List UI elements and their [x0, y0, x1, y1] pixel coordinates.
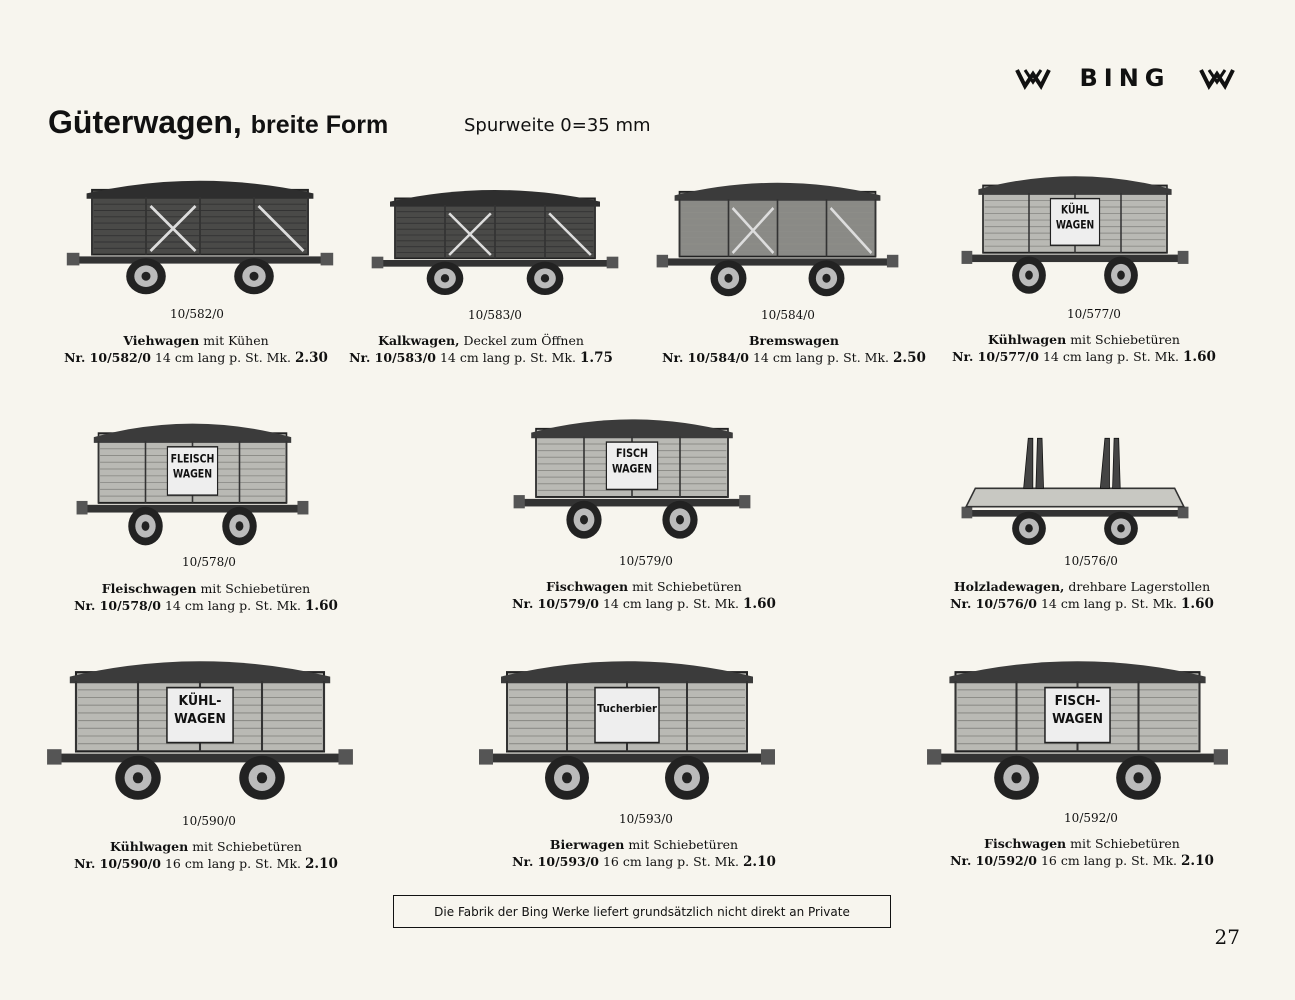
wagon-price: 1.60 [742, 596, 776, 612]
wagon-illustration [45, 648, 355, 813]
marking-panel [595, 688, 659, 743]
wagon-price: 2.10 [1180, 853, 1214, 869]
wagon-roof [675, 183, 881, 201]
wagon-roof [978, 176, 1171, 195]
wagon-caption [634, 332, 954, 367]
buffer-right-icon [1178, 507, 1189, 519]
wagon-name: Fischwagen [984, 836, 1067, 851]
wagon-description: mit Kühen [203, 333, 269, 348]
wagon-caption [46, 580, 366, 615]
wagon-number: Nr. 10/592/0 [950, 853, 1037, 868]
wagon-caption [922, 835, 1242, 870]
wagon-description: Deckel zum Öffnen [463, 333, 584, 348]
notice-text: Die Fabrik der Bing Werke liefert grundsätzlich nicht direkt an Private [434, 904, 850, 919]
wagon-price: 1.60 [1180, 596, 1214, 612]
wagon-caption [36, 332, 356, 367]
buffer-left-icon [962, 251, 973, 264]
buffer-right-icon [321, 253, 334, 266]
wagon-description: mit Schiebetüren [632, 579, 742, 594]
wagon-roof [390, 190, 600, 207]
wagon-code: 10/579/0 [619, 554, 673, 568]
brand-header [1015, 60, 1235, 96]
buffer-left-icon [67, 253, 80, 266]
wagon-code: 10/576/0 [1064, 554, 1118, 568]
wagon-number: Nr. 10/584/0 [662, 350, 749, 365]
wagon-number: Nr. 10/590/0 [74, 856, 161, 871]
chassis-beam [84, 505, 300, 513]
wagon-spec: 14 cm lang p. St. Mk. [154, 350, 291, 365]
wagon-price-line [922, 852, 1242, 870]
wagon-illustration [960, 165, 1190, 305]
wagon-code: 10/577/0 [1067, 307, 1121, 321]
wagon-roof [87, 181, 314, 199]
wagon-price-line [634, 349, 954, 367]
wagon-illustration [960, 430, 1190, 555]
chassis-beam [522, 499, 743, 507]
marking-text: KÜHL [1061, 203, 1089, 217]
buffer-left-icon [962, 507, 973, 519]
wagon-price: 2.50 [892, 350, 926, 366]
marking-text: WAGEN [172, 467, 213, 482]
wagon-roof [70, 661, 330, 683]
wagon-spec: 14 cm lang p. St. Mk. [1040, 596, 1177, 611]
wagon-price-line [484, 853, 804, 871]
notice-box [393, 895, 891, 928]
wagon-code: 10/582/0 [170, 307, 224, 321]
wagon-price: 2.10 [742, 854, 776, 870]
buffer-left-icon [479, 749, 493, 764]
marking-text: WAGEN [174, 711, 226, 727]
buffer-left-icon [927, 749, 941, 764]
wagon-price: 2.30 [294, 350, 328, 366]
wagon-name: Fleischwagen [101, 581, 197, 596]
buffer-right-icon [739, 495, 750, 508]
wagon-spec: 16 cm lang p. St. Mk. [1040, 853, 1177, 868]
buffer-left-icon [514, 495, 525, 508]
wagon-caption [46, 838, 366, 873]
wagon-number: Nr. 10/578/0 [74, 598, 161, 613]
marking-text: KÜHL- [178, 693, 222, 710]
marking-text: FISCH [615, 447, 649, 461]
wagon-name: Kalkwagen, [378, 333, 460, 348]
chassis-beam [489, 754, 765, 763]
wagon-number: Nr. 10/576/0 [950, 596, 1037, 611]
wagon-price: 1.60 [304, 598, 338, 614]
buffer-left-icon [77, 501, 88, 515]
stake-right-icon [1100, 438, 1120, 488]
wagon-title-line [484, 836, 804, 853]
buffer-left-icon [372, 257, 384, 269]
wagon-number: Nr. 10/577/0 [952, 349, 1039, 364]
wagon-price: 2.10 [304, 856, 338, 872]
buffer-right-icon [887, 255, 898, 268]
wagon-spec: 14 cm lang p. St. Mk. [439, 350, 576, 365]
wagon-roof [949, 661, 1205, 683]
wagon-title-line [36, 332, 356, 349]
wagon-price-line [36, 349, 356, 367]
marking-text: WAGEN [1055, 218, 1095, 232]
buffer-right-icon [607, 257, 619, 269]
wagon-illustration [655, 172, 900, 307]
wagon-illustration [75, 412, 310, 557]
buffer-right-icon [1178, 251, 1189, 264]
marking-text: WAGEN [1052, 710, 1103, 726]
page-title-main: Güterwagen, [48, 104, 242, 140]
wagon-code: 10/590/0 [182, 814, 236, 828]
chassis-beam [76, 256, 324, 263]
wagon-spec: 14 cm lang p. St. Mk. [164, 598, 301, 613]
wagon-title-line [46, 838, 366, 855]
wagon-description: mit Schiebetüren [1070, 836, 1180, 851]
wagon-price-line [46, 597, 366, 615]
wagon-price-line [924, 348, 1244, 366]
stake-left-icon [1024, 438, 1044, 488]
gauge-label: Spurweite 0=35 mm [464, 115, 651, 136]
wagon-name: Kühlwagen [988, 332, 1067, 347]
chassis-beam [380, 260, 610, 267]
chassis-beam [57, 754, 342, 763]
wagon-name: Fischwagen [546, 579, 629, 594]
wagon-number: Nr. 10/583/0 [349, 350, 436, 365]
bing-logo-left-icon [1015, 66, 1051, 90]
chassis-beam [665, 258, 890, 265]
wagon-name: Viehwagen [123, 333, 200, 348]
marking-text: WAGEN [611, 462, 653, 476]
buffer-right-icon [338, 749, 352, 764]
wagon-title-line [46, 580, 366, 597]
wagon-description: mit Schiebetüren [1070, 332, 1180, 347]
wagon-price-line [321, 349, 641, 367]
wagon-caption [922, 578, 1242, 613]
wagon-title-line [321, 332, 641, 349]
wagon-code: 10/592/0 [1064, 811, 1118, 825]
flatbed-deck [966, 488, 1184, 506]
chassis-beam [969, 510, 1181, 517]
buffer-left-icon [47, 749, 61, 764]
wagon-illustration [65, 170, 335, 305]
wagon-caption [484, 836, 804, 871]
wagon-description: drehbare Lagerstollen [1068, 579, 1211, 594]
wagon-number: Nr. 10/582/0 [64, 350, 151, 365]
wagon-spec: 14 cm lang p. St. Mk. [752, 350, 889, 365]
wagon-price-line [484, 595, 804, 613]
marking-text: FLEISCH [170, 452, 215, 466]
wagon-roof [94, 424, 291, 443]
wagon-name: Holzladewagen, [953, 579, 1065, 594]
wagon-code: 10/583/0 [468, 308, 522, 322]
wagon-code: 10/593/0 [619, 812, 673, 826]
buffer-right-icon [297, 501, 308, 515]
wagon-caption [484, 578, 804, 613]
wagon-number: Nr. 10/593/0 [512, 854, 599, 869]
wagon-title-line [634, 332, 954, 349]
wagon-name: Kühlwagen [110, 839, 189, 854]
wagon-code: 10/578/0 [182, 555, 236, 569]
brand-name: BING [1079, 64, 1171, 92]
wagon-roof [501, 661, 753, 683]
wagon-spec: 16 cm lang p. St. Mk. [602, 854, 739, 869]
wagon-name: Bierwagen [549, 837, 625, 852]
wagon-description: mit Schiebetüren [200, 581, 311, 596]
wagon-name: Bremswagen [748, 333, 839, 348]
marking-text: FISCH- [1054, 692, 1101, 709]
wagon-illustration [512, 408, 752, 550]
wagon-caption [321, 332, 641, 367]
wagon-illustration [925, 648, 1230, 813]
wagon-title-line [924, 331, 1244, 348]
page-title [48, 104, 388, 141]
chassis-beam [969, 255, 1181, 262]
buffer-right-icon [761, 749, 775, 764]
wagon-price: 1.75 [579, 350, 613, 366]
wagon-price: 1.60 [1182, 349, 1216, 365]
wagon-price-line [922, 595, 1242, 613]
wagon-code: 10/584/0 [761, 308, 815, 322]
wagon-illustration [477, 648, 777, 813]
wagon-roof [531, 419, 733, 438]
bing-logo-right-icon [1199, 66, 1235, 90]
buffer-left-icon [657, 255, 668, 268]
wagon-title-line [484, 578, 804, 595]
wagon-spec: 14 cm lang p. St. Mk. [602, 596, 739, 611]
wagon-description: mit Schiebetüren [628, 837, 739, 852]
wagon-title-line [922, 578, 1242, 595]
page-title-sub: breite Form [250, 111, 389, 139]
wagon-caption [924, 331, 1244, 366]
wagon-description: mit Schiebetüren [192, 839, 302, 854]
wagon-illustration [370, 180, 620, 305]
marking-text: Tucherbier [597, 702, 657, 715]
wagon-spec: 16 cm lang p. St. Mk. [164, 856, 301, 871]
wagon-title-line [922, 835, 1242, 852]
chassis-beam [937, 754, 1218, 763]
wagon-price-line [46, 855, 366, 873]
wagon-number: Nr. 10/579/0 [512, 596, 599, 611]
page-number: 27 [1214, 925, 1240, 949]
wagon-spec: 14 cm lang p. St. Mk. [1042, 349, 1179, 364]
buffer-right-icon [1214, 749, 1228, 764]
